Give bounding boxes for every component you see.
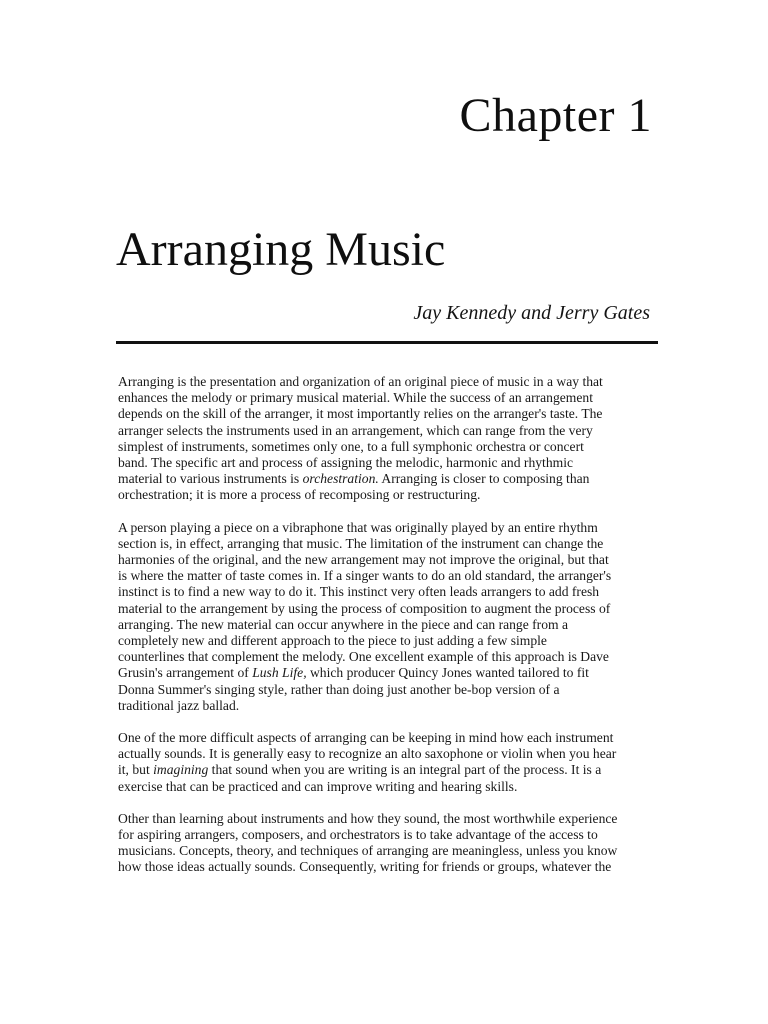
text-line — [118, 439, 658, 455]
text-run: musicians. Concepts, theory, and techniques of arranging are meaningless, unless you know — [118, 843, 618, 859]
text-run: which producer Quincy Jones wanted tailored to fit — [306, 665, 589, 681]
text-run: Arranging is the presentation and organization of an original piece of music in a way that — [118, 374, 603, 389]
title-divider — [116, 341, 658, 344]
text-line — [118, 843, 658, 859]
text-run: for aspiring arrangers, composers, and orchestrators is to take advantage of the access to — [118, 827, 598, 843]
text-line — [118, 406, 658, 422]
italic-term: orchestration. — [302, 471, 379, 487]
text-line — [118, 649, 658, 665]
text-line — [118, 617, 658, 633]
chapter-number: Chapter 1 — [459, 89, 652, 142]
text-line — [118, 390, 658, 406]
text-run: Donna Summer's singing style, rather than doing just another be-bop version of a — [118, 681, 560, 697]
text-run: section is, in effect, arranging that music. The limitation of the instrument can change the — [118, 535, 604, 551]
text-run: material to various instruments is — [118, 471, 303, 487]
text-run: traditional jazz ballad. — [118, 697, 240, 713]
paragraph — [118, 730, 658, 795]
text-line — [118, 779, 658, 795]
text-run: A person playing a piece on a vibraphone that was originally played by an entire rhythm — [118, 519, 598, 535]
text-line — [118, 665, 658, 681]
text-run: actually sounds. It is generally easy to recognize an alto saxophone or violin when you hear — [118, 746, 617, 762]
text-run: arranger selects the instruments used in an arrangement, which can range from the very — [118, 422, 593, 438]
text-run: simplest of instruments, sometimes only one, to a full symphonic orchestra or concert — [118, 438, 584, 454]
text-line — [118, 827, 658, 843]
paragraph — [118, 374, 658, 504]
text-line — [118, 746, 658, 762]
chapter-title: Arranging Music — [116, 223, 446, 276]
italic-term: imagining — [153, 762, 209, 778]
text-line — [118, 568, 658, 584]
text-line — [118, 762, 658, 778]
text-run: harmonies of the original, and the new arrangement may not improve the original, but that — [118, 552, 609, 568]
text-run: Grusin's arrangement of — [118, 665, 253, 681]
text-line — [118, 859, 658, 875]
text-line — [118, 633, 658, 649]
text-run: how those ideas actually sounds. Consequently, writing for friends or groups, whatever the — [118, 859, 612, 875]
text-run: band. The specific art and process of assigning the melodic, harmonic and rhythmic — [118, 455, 574, 471]
text-run: material to the arrangement by using the process of composition to augment the process of — [118, 600, 611, 616]
text-line — [118, 536, 658, 552]
text-line — [118, 374, 658, 390]
text-run: instinct is to find a new way to do it. This instinct very often leads arrangers to add fresh — [118, 584, 600, 600]
body-text — [118, 374, 658, 892]
text-run: counterlines that complement the melody. One excellent example of this approach is Dave — [118, 649, 609, 665]
text-line — [118, 471, 658, 487]
author-byline: Jay Kennedy and Jerry Gates — [413, 302, 650, 324]
text-run: Arranging is closer to composing than — [378, 471, 590, 487]
text-run: One of the more difficult aspects of arranging can be keeping in mind how each instrument — [118, 730, 614, 746]
text-run: completely new and different approach to the piece to just adding a few simple — [118, 633, 547, 649]
text-line — [118, 730, 658, 746]
italic-term: Lush Life, — [252, 665, 307, 681]
text-run: Other than learning about instruments and how they sound, the most worthwhile experience — [118, 810, 618, 826]
text-line — [118, 601, 658, 617]
text-run: that sound when you are writing is an integral part of the process. It is a — [208, 762, 602, 778]
text-line — [118, 455, 658, 471]
text-line — [118, 698, 658, 714]
text-line — [118, 520, 658, 536]
text-run: is where the matter of taste comes in. If a singer wants to do an old standard, the arranger's — [118, 568, 612, 584]
text-run: exercise that can be practiced and can improve writing and hearing skills. — [118, 778, 518, 794]
text-line — [118, 487, 658, 503]
text-run: it, but — [118, 762, 154, 778]
text-run: enhances the melody or primary musical material. While the success of an arrangement — [118, 390, 593, 406]
paragraph — [118, 811, 658, 876]
text-line — [118, 423, 658, 439]
text-line — [118, 584, 658, 600]
paragraph — [118, 520, 658, 714]
text-run: orchestration; it is more a process of recomposing or restructuring. — [118, 487, 481, 503]
text-line — [118, 811, 658, 827]
text-run: arranging. The new material can occur anywhere in the piece and can range from a — [118, 616, 569, 632]
text-run: depends on the skill of the arranger, it most importantly relies on the arranger's taste. The — [118, 406, 603, 422]
text-line — [118, 682, 658, 698]
text-line — [118, 552, 658, 568]
